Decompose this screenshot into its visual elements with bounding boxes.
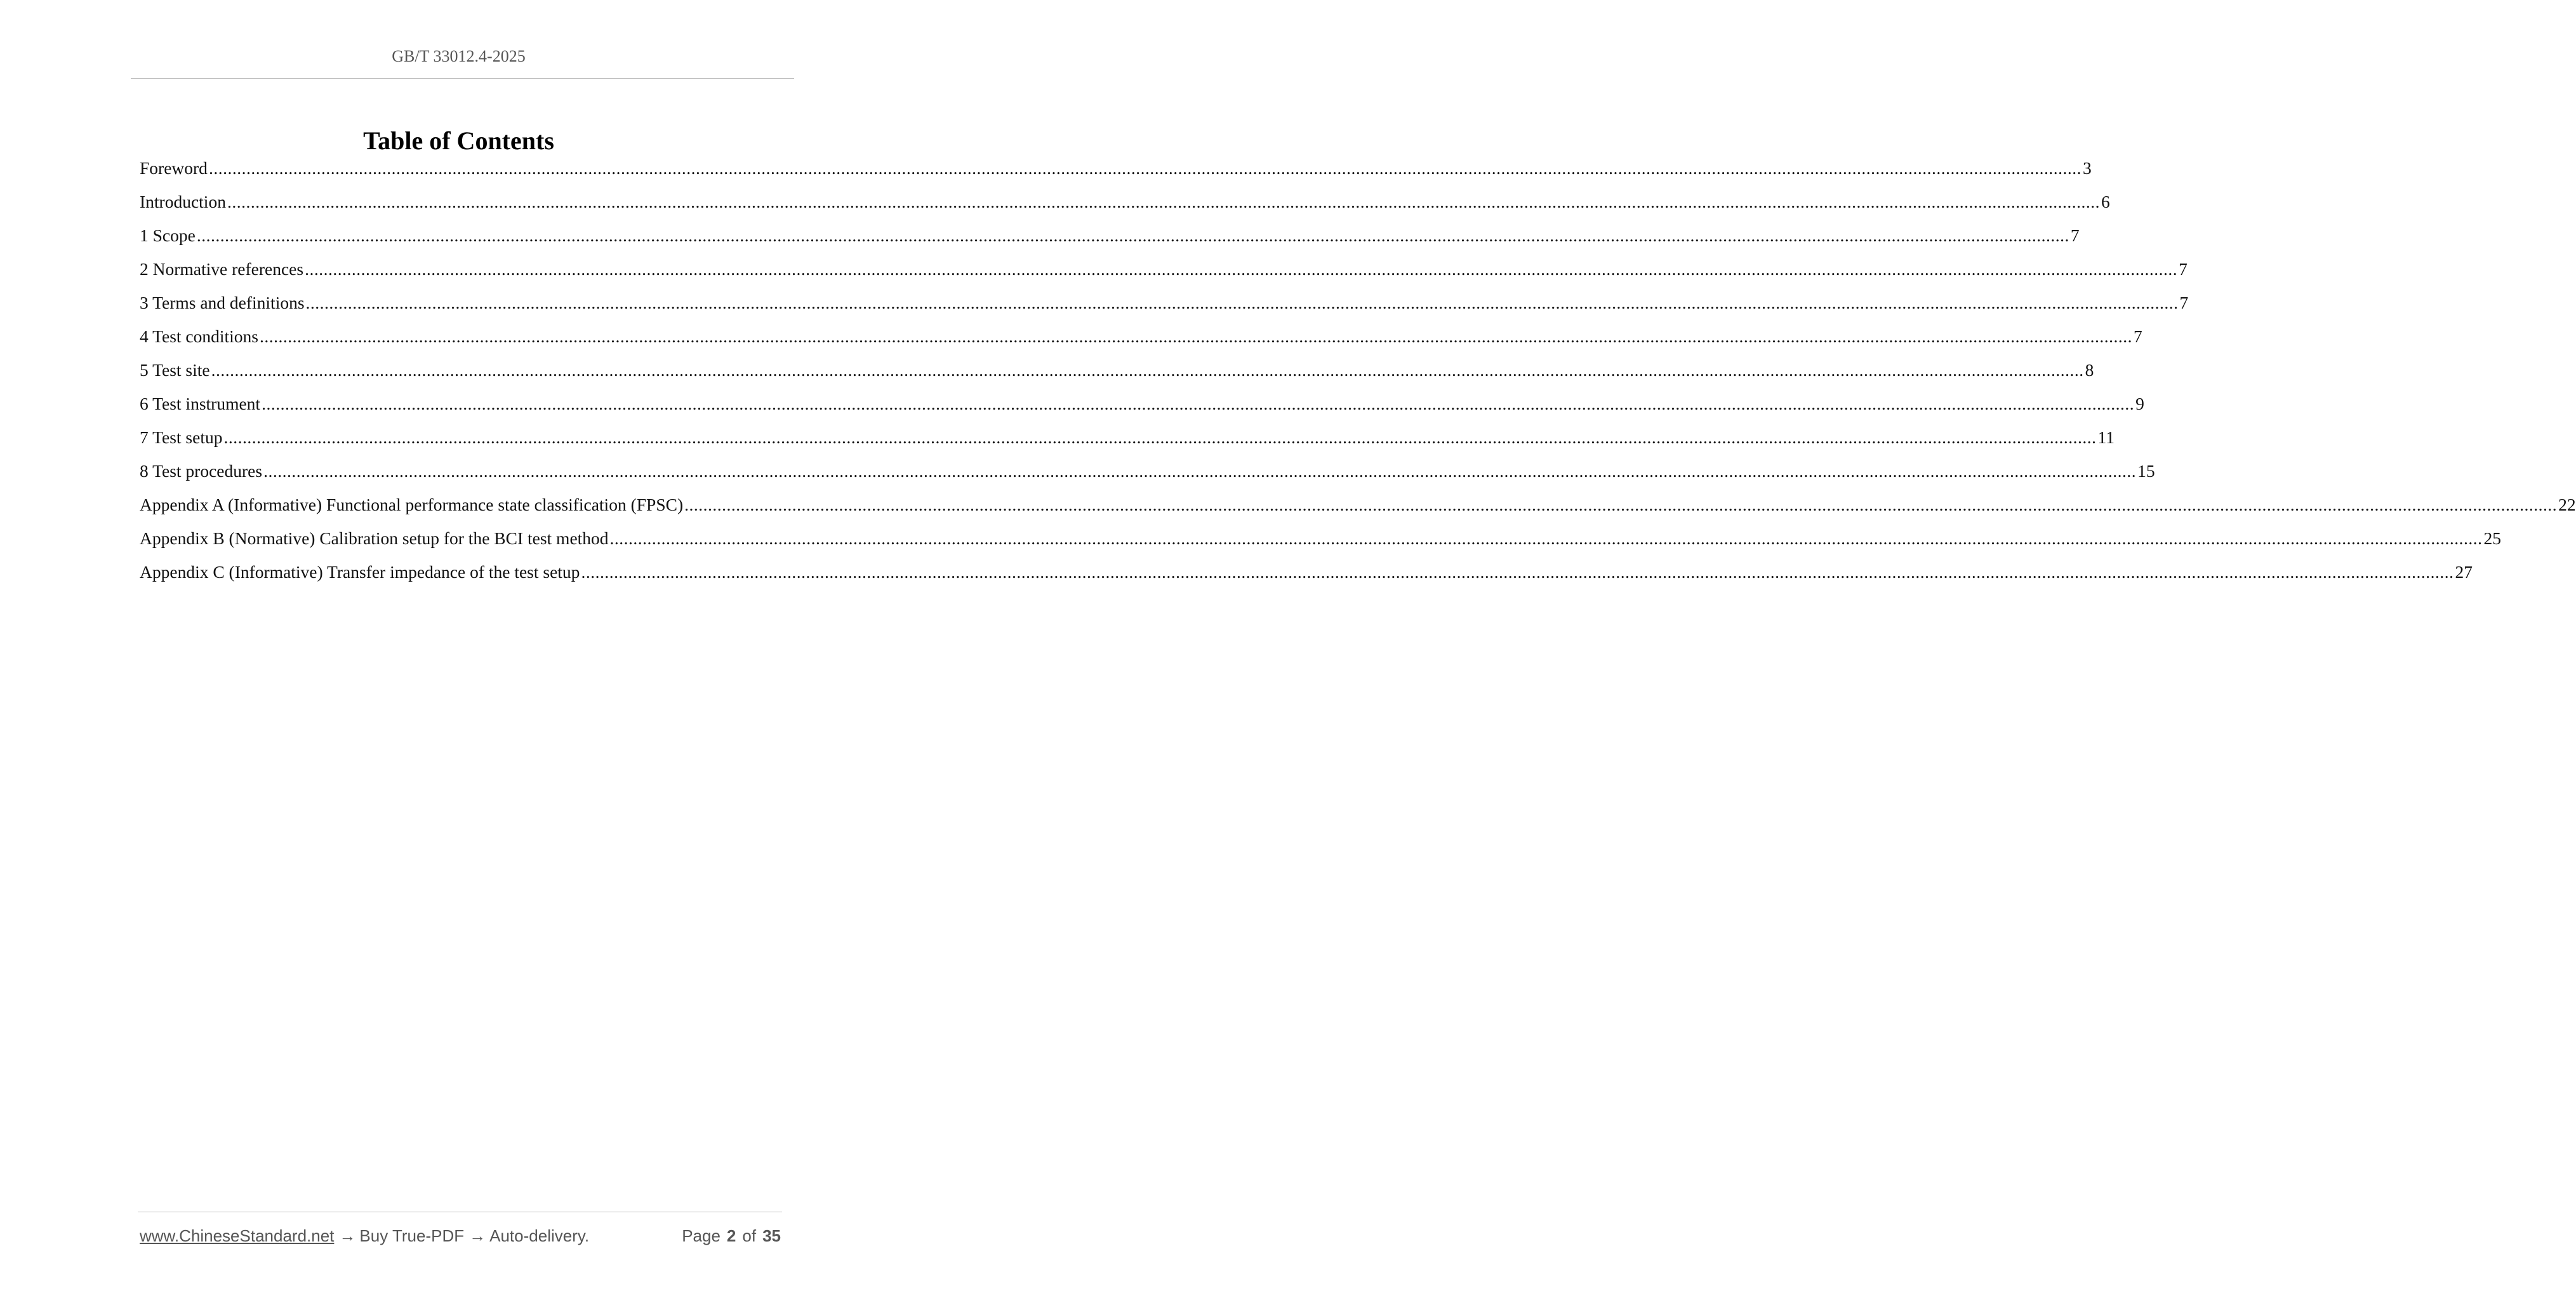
toc-dot-leader: ................................................................................................................................................................................................................................................................................................................................................................................................................ [260, 326, 2133, 346]
toc-dot-leader: ................................................................................................................................................................................................................................................................................................................................................................................................................ [208, 158, 2081, 178]
toc-entry-normative-references[interactable] [140, 257, 2188, 290]
toc-entry-label: 7 Test setup [140, 427, 223, 447]
current-page-number: 2 [726, 1226, 736, 1245]
toc-entry-appendix-a[interactable] [140, 492, 2576, 526]
toc-entry-page: 11 [2097, 427, 2115, 447]
total-pages-number: 35 [762, 1226, 781, 1245]
toc-entry-label: Appendix C (Informative) Transfer impedance of the test setup [140, 562, 580, 582]
toc-entry-appendix-b[interactable] [140, 526, 2502, 559]
toc-dot-leader: ................................................................................................................................................................................................................................................................................................................................................................................................................ [684, 495, 2558, 514]
toc-entry-label: 2 Normative references [140, 259, 304, 279]
toc-entry-label: 1 Scope [140, 225, 196, 245]
toc-entry-introduction[interactable] [140, 189, 2110, 223]
toc-dot-leader: ................................................................................................................................................................................................................................................................................................................................................................................................................ [263, 461, 2137, 481]
table-of-contents [140, 156, 2576, 593]
toc-dot-leader: ................................................................................................................................................................................................................................................................................................................................................................................................................ [609, 528, 2483, 548]
toc-entry-test-site[interactable] [140, 358, 2094, 391]
toc-entry-page: 7 [2070, 225, 2080, 245]
running-header: GB/T 33012.4-2025 [392, 47, 526, 65]
toc-entry-page: 6 [2101, 192, 2110, 211]
toc-entry-page: 9 [2135, 394, 2144, 413]
footer-promo [140, 1223, 589, 1248]
of-word: of [742, 1226, 757, 1245]
buy-text: Buy True-PDF [359, 1226, 465, 1245]
toc-dot-leader: ................................................................................................................................................................................................................................................................................................................................................................................................................ [211, 360, 2084, 380]
toc-entry-page: 7 [2179, 259, 2188, 279]
toc-dot-leader: ................................................................................................................................................................................................................................................................................................................................................................................................................ [223, 427, 2097, 447]
toc-dot-leader: ................................................................................................................................................................................................................................................................................................................................................................................................................ [196, 225, 2069, 245]
page-word: Page [682, 1226, 720, 1245]
toc-entry-label: 8 Test procedures [140, 461, 263, 481]
toc-dot-leader: ................................................................................................................................................................................................................................................................................................................................................................................................................ [305, 293, 2179, 312]
header-divider [131, 78, 794, 79]
toc-entry-label: Appendix A (Informative) Functional performance state classification (FPSC) [140, 495, 684, 514]
toc-entry-page: 15 [2137, 461, 2155, 481]
toc-entry-page: 8 [2085, 360, 2094, 380]
toc-entry-terms-and-definitions[interactable] [140, 290, 2189, 324]
toc-entry-label: Introduction [140, 192, 226, 211]
toc-entry-test-procedures[interactable] [140, 458, 2155, 492]
page-footer [140, 1223, 781, 1248]
toc-dot-leader: ................................................................................................................................................................................................................................................................................................................................................................................................................ [305, 259, 2178, 279]
right-arrow-icon: → [469, 1226, 486, 1245]
toc-entry-test-instrument[interactable] [140, 391, 2144, 425]
toc-entry-test-conditions[interactable] [140, 324, 2142, 358]
toc-entry-foreword[interactable] [140, 156, 2092, 189]
toc-entry-label: 3 Terms and definitions [140, 293, 305, 312]
site-link[interactable]: www.ChineseStandard.net [140, 1226, 335, 1245]
toc-dot-leader: ................................................................................................................................................................................................................................................................................................................................................................................................................ [262, 394, 2135, 413]
toc-entry-scope[interactable] [140, 223, 2080, 257]
toc-entry-page: 27 [2455, 562, 2473, 582]
page-title: Table of Contents [363, 126, 554, 155]
page-indicator [682, 1223, 781, 1248]
delivery-text: Auto-delivery. [489, 1226, 590, 1245]
toc-entry-label: 4 Test conditions [140, 326, 259, 346]
toc-dot-leader: ................................................................................................................................................................................................................................................................................................................................................................................................................ [227, 192, 2100, 211]
toc-entry-appendix-c[interactable] [140, 559, 2473, 593]
toc-entry-page: 3 [2082, 158, 2092, 178]
toc-entry-label: Appendix B (Normative) Calibration setup for the BCI test method [140, 528, 609, 548]
right-arrow-icon: → [339, 1226, 356, 1245]
toc-entry-page: 7 [2134, 326, 2142, 346]
toc-dot-leader: ................................................................................................................................................................................................................................................................................................................................................................................................................ [581, 562, 2454, 582]
toc-entry-label: 6 Test instrument [140, 394, 261, 413]
toc-entry-page: 22 [2558, 495, 2576, 514]
toc-entry-page: 25 [2483, 528, 2502, 548]
toc-entry-test-setup[interactable] [140, 425, 2115, 458]
toc-entry-page: 7 [2179, 293, 2189, 312]
toc-entry-label: 5 Test site [140, 360, 210, 380]
toc-entry-label: Foreword [140, 158, 208, 178]
